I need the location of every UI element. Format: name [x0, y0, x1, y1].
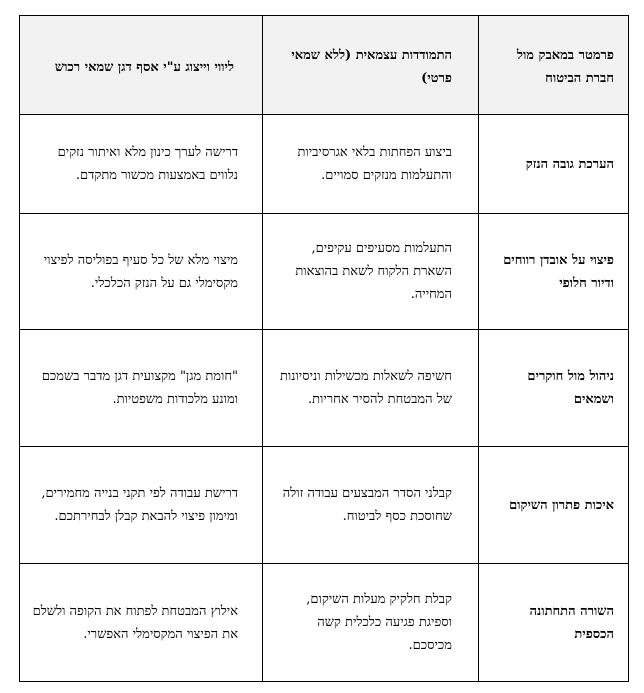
row-professional-cell: [20, 330, 263, 447]
table-row: [20, 214, 629, 330]
row-self-handling-cell: [263, 214, 479, 330]
header-row: [20, 16, 629, 115]
row-parameter: איכות פתרון השיקום: [509, 497, 614, 513]
header-professional: [20, 16, 263, 115]
row-parameter: השורה התחתונה הכספית: [529, 603, 614, 642]
row-parameter-cell: [479, 447, 629, 564]
row-self-handling: ביצוע הפחתות בלאי אגרסיביות והתעלמות מנזקים סמויים.: [297, 145, 452, 183]
row-self-handling: חשיפה לשאלות מכשילות וניסיונות של המבטחת להסיר אחריות.: [280, 369, 452, 407]
table-row: [20, 564, 629, 682]
row-parameter-cell: [479, 214, 629, 330]
comparison-table: [19, 15, 629, 682]
table-row: [20, 330, 629, 447]
header-self-handling-text: התמודדות עצמאית (ללא שמאי פרטי): [291, 48, 452, 86]
row-self-handling-cell: [263, 330, 479, 447]
row-professional: מיצוי מלא של כל סעיף בפוליסה לפיצוי מקסימלי גם על הנזק הכלכלי.: [43, 252, 238, 291]
row-parameter: הערכת גובה הנזק: [525, 156, 614, 172]
row-professional: אילוץ המבטחת לפתוח את הקופה ולשלם את הפיצוי המקסימלי האפשרי.: [32, 603, 238, 642]
row-self-handling: התעלמות מסעיפים עקיפים, השארת הלקוח לשאת בהוצאות המחייה.: [295, 241, 452, 302]
table-row: [20, 447, 629, 564]
row-parameter: פיצוי על אובדן רווחים ודיור חלופי: [503, 252, 614, 291]
row-parameter-cell: [479, 115, 629, 214]
row-parameter-cell: [479, 330, 629, 447]
row-professional-cell: [20, 214, 263, 330]
row-professional-cell: [20, 115, 263, 214]
row-self-handling-cell: [263, 564, 479, 682]
header-professional-text: ליווי וייצוג ע"י אסף דגן שמאי רכוש: [54, 59, 234, 75]
row-parameter-cell: [479, 564, 629, 682]
header-self-handling: [263, 16, 479, 115]
row-professional-cell: [20, 564, 263, 682]
header-parameter: [479, 16, 629, 115]
row-self-handling: קבלני הסדר המבצעים עבודה זולה שחוסכת כסף לביטוח.: [282, 486, 452, 524]
row-self-handling: קבלת חלקיק מעלות השיקום, וספיגת פגיעה כלכלית קשה מכיסכם.: [306, 592, 452, 653]
row-parameter: ניהול מול חוקרים ושמאים: [527, 369, 614, 407]
row-professional: "חומת מגן" מקצועית דגן מדבר בשמכם ומונע מלכודות משפטיות.: [41, 369, 238, 407]
header-parameter-text: פרמטר במאבק מול חברת הביטוח: [516, 48, 614, 86]
table-row: [20, 115, 629, 214]
row-self-handling-cell: [263, 115, 479, 214]
row-professional-cell: [20, 447, 263, 564]
row-professional: דרישה לערך כינון מלא ואיתור נזקים נלווים באמצעות מכשור מתקדם.: [57, 145, 238, 183]
row-self-handling-cell: [263, 447, 479, 564]
row-professional: דרישת עבודה לפי תקני בנייה מחמירים, ומימון פיצוי להבאת קבלן לבחירתכם.: [41, 486, 238, 524]
